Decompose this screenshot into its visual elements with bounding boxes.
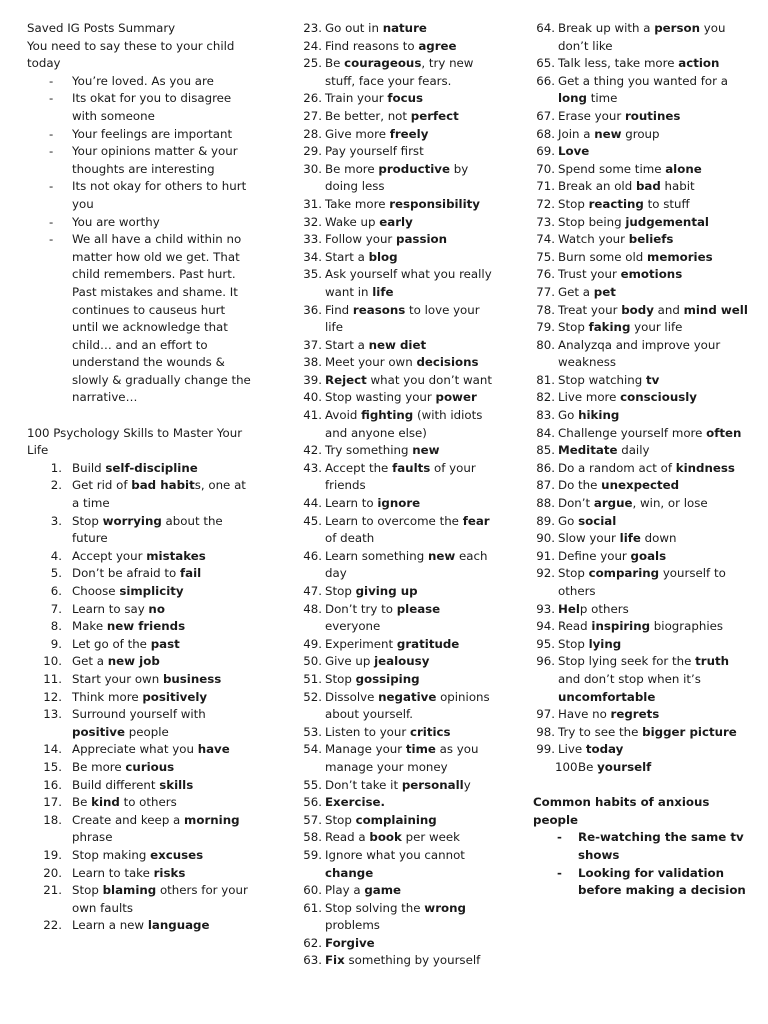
skill-item: 31. Take more responsibility [303, 196, 480, 211]
skill-item: 4. Accept your mistakes [50, 548, 206, 563]
skill-item: 45. Learn to overcome the fear of death [303, 513, 490, 546]
skill-item: 81. Stop watching tv [536, 372, 660, 387]
skill-item: 43. Accept the faults of your friends [303, 460, 476, 493]
skill-item: 15. Be more curious [43, 759, 175, 774]
skill-item: 3. Stop worrying about the future [50, 513, 223, 546]
skill-item: 67. Erase your routines [536, 108, 681, 123]
skill-item: 69. Love [536, 144, 590, 159]
skill-item: 84. Challenge yourself more often [536, 425, 742, 440]
summary-item: - You are worthy [27, 214, 255, 232]
skill-item: 42. Try something new [303, 443, 440, 458]
skill-item: 80. Analyzqa and improve your weakness [536, 337, 721, 370]
column-2 [300, 20, 495, 970]
skill-item: 93. Help others [536, 601, 629, 616]
skill-item: 5. Don’t be afraid to fail [50, 566, 202, 581]
skill-item: 68. Join a new group [536, 126, 660, 141]
skill-item: 62. Forgive [303, 935, 375, 950]
skill-item: 37. Start a new diet [303, 337, 427, 352]
skill-item: 66. Get a thing you wanted for a long time [536, 73, 728, 106]
skill-item: 47. Stop giving up [303, 584, 418, 598]
skill-item: 92. Stop comparing yourself to others [536, 566, 726, 598]
anxious-title: Common habits of anxious people [533, 795, 710, 827]
skill-item: 60. Play a game [303, 883, 402, 898]
skill-item: 89. Go social [536, 513, 617, 528]
skill-item: 50. Give up jealousy [303, 654, 430, 669]
column-1 [27, 20, 255, 935]
skill-item: 1. Build self-discipline [50, 460, 198, 475]
skill-item: 78. Treat your body and mind well [536, 302, 748, 317]
skill-item: 57. Stop complaining [303, 812, 437, 827]
skill-item: 64. Break up with a person you don’t like [536, 21, 726, 53]
skill-item: 77. Get a pet [536, 284, 616, 299]
skill-item: 11. Start your own business [43, 671, 222, 686]
skill-item: 12. Think more positively [43, 689, 208, 704]
skill-item: 17. Be kind to others [43, 795, 177, 810]
skill-item: 13. Surround yourself with positive people [43, 707, 206, 739]
skill-item: 65. Talk less, take more action [536, 56, 720, 71]
skill-item: 10. Get a new job [43, 654, 160, 669]
skill-item: 27. Be better, not perfect [303, 108, 459, 123]
skill-item: 52. Dissolve negative opinions about yourself. [303, 689, 490, 722]
skill-item: 96. Stop lying seek for the truth and don’t stop when it’s uncomfortable [536, 654, 730, 704]
skill-item: 98. Try to see the bigger picture [536, 724, 737, 739]
skill-item: 79. Stop faking your life [536, 320, 683, 335]
skills-list-part-1 [27, 460, 255, 935]
skill-item: 2. Get rid of bad habits, one at a time [50, 478, 246, 511]
skill-item: 86. Do a random act of kindness [536, 460, 735, 475]
skill-item: 99. Live today [536, 742, 624, 757]
skill-item: 61. Stop solving the wrong problems [303, 900, 466, 933]
skill-item: 21. Stop blaming others for your own faults [43, 883, 248, 915]
skill-item: 88. Don’t argue, win, or lose [536, 496, 708, 511]
skill-item: 29. Pay yourself first [303, 144, 424, 159]
skill-item: 63. Fix something by yourself [303, 953, 481, 968]
column-3 [533, 20, 748, 900]
skill-item: 94. Read inspiring biographies [536, 619, 724, 634]
skill-item: 18. Create and keep a morning phrase [43, 812, 240, 845]
skill-item: 70. Spend some time alone [536, 161, 702, 176]
skill-item: 19. Stop making excuses [43, 847, 204, 862]
anxious-item: - Re-watching the same tv shows [533, 829, 748, 864]
skill-item: 23. Go out in nature [303, 21, 427, 35]
skill-item: 14. Appreciate what you have [43, 742, 230, 757]
skill-item: 85. Meditate daily [536, 443, 650, 458]
skill-item: 26. Train your focus [303, 91, 423, 106]
skill-item: 100. Be yourself [555, 759, 652, 774]
summary-title: Saved IG Posts Summary [27, 21, 176, 35]
summary-list [27, 73, 255, 407]
skill-item: 49. Experiment gratitude [303, 636, 460, 651]
skill-item: 28. Give more freely [303, 126, 429, 141]
skill-item: 48. Don’t try to please everyone [303, 601, 441, 634]
summary-item: - Its okat for you to disagree with someone [27, 90, 255, 125]
skill-item: 9. Let go of the past [50, 636, 180, 651]
skill-item: 74. Watch your beliefs [536, 232, 674, 247]
skill-item: 33. Follow your passion [303, 232, 448, 247]
skill-item: 22. Learn a new language [43, 918, 210, 933]
skill-item: 38. Meet your own decisions [303, 355, 479, 370]
skill-item: 54. Manage your time as you manage your money [303, 742, 479, 774]
skill-item: 76. Trust your emotions [536, 267, 683, 282]
skill-item: 41. Avoid fighting (with idiots and anyone else) [303, 408, 483, 440]
skill-item: 73. Stop being judgemental [536, 214, 709, 229]
skill-item: 55. Don’t take it personally [303, 777, 471, 792]
skill-item: 34. Start a blog [303, 249, 398, 264]
skill-item: 16. Build different skills [43, 777, 194, 792]
anxious-list [533, 829, 748, 899]
skill-item: 51. Stop gossiping [303, 671, 420, 686]
skill-item: 6. Choose simplicity [50, 584, 184, 598]
skill-item: 20. Learn to take risks [43, 865, 186, 880]
skill-item: 36. Find reasons to love your life [303, 302, 480, 335]
summary-item: - Your opinions matter & your thoughts are interesting [27, 143, 255, 178]
skill-item: 7. Learn to say no [50, 601, 165, 616]
skill-item: 71. Break an old bad habit [536, 179, 695, 194]
summary-item: - Your feelings are important [27, 126, 255, 144]
skills-title: 100 Psychology Skills to Master Your Life [27, 425, 243, 458]
skill-item: 40. Stop wasting your power [303, 390, 477, 405]
skill-item: 72. Stop reacting to stuff [536, 196, 690, 211]
skill-item: 95. Stop lying [536, 636, 622, 651]
skill-item: 90. Slow your life down [536, 531, 677, 546]
skills-list-part-2 [300, 20, 495, 970]
anxious-item: - Looking for validation before making a decision [533, 865, 748, 900]
skill-item: 25. Be courageous, try new stuff, face your fears. [303, 56, 474, 88]
skill-item: 44. Learn to ignore [303, 496, 421, 511]
skill-item: 82. Live more consciously [536, 390, 697, 405]
skill-item: 75. Burn some old memories [536, 249, 713, 264]
skill-item: 46. Learn something new each day [303, 548, 488, 581]
skill-item: 58. Read a book per week [303, 830, 460, 845]
skill-item: 30. Be more productive by doing less [303, 161, 469, 194]
skill-item: 8. Make new friends [50, 619, 186, 634]
skill-item: 87. Do the unexpected [536, 478, 680, 493]
skill-item: 35. Ask yourself what you really want in life [303, 267, 492, 299]
summary-item: - You’re loved. As you are [27, 73, 255, 91]
skill-item: 91. Define your goals [536, 548, 667, 563]
skill-item: 83. Go hiking [536, 408, 620, 423]
skill-item: 24. Find reasons to agree [303, 38, 457, 53]
skill-item: 56. Exercise. [303, 795, 386, 810]
skill-item: 59. Ignore what you cannot change [303, 847, 465, 880]
summary-item: - We all have a child within no matter how old we get. That child remembers. Past hurt. Past mistakes and shame. It continues to causeus hurt until we acknowledge that child… and an effort to understand the wounds & slowly & gradually change the narrative… [27, 231, 255, 407]
skill-item: 53. Listen to your critics [303, 724, 451, 739]
skill-item: 97. Have no regrets [536, 707, 660, 722]
skill-item: 32. Wake up early [303, 214, 413, 229]
summary-intro: You need to say these to your child today [27, 38, 235, 71]
skills-list-part-3 [533, 20, 748, 777]
summary-item: - Its not okay for others to hurt you [27, 178, 255, 213]
skill-item: 39. Reject what you don’t want [303, 372, 492, 387]
